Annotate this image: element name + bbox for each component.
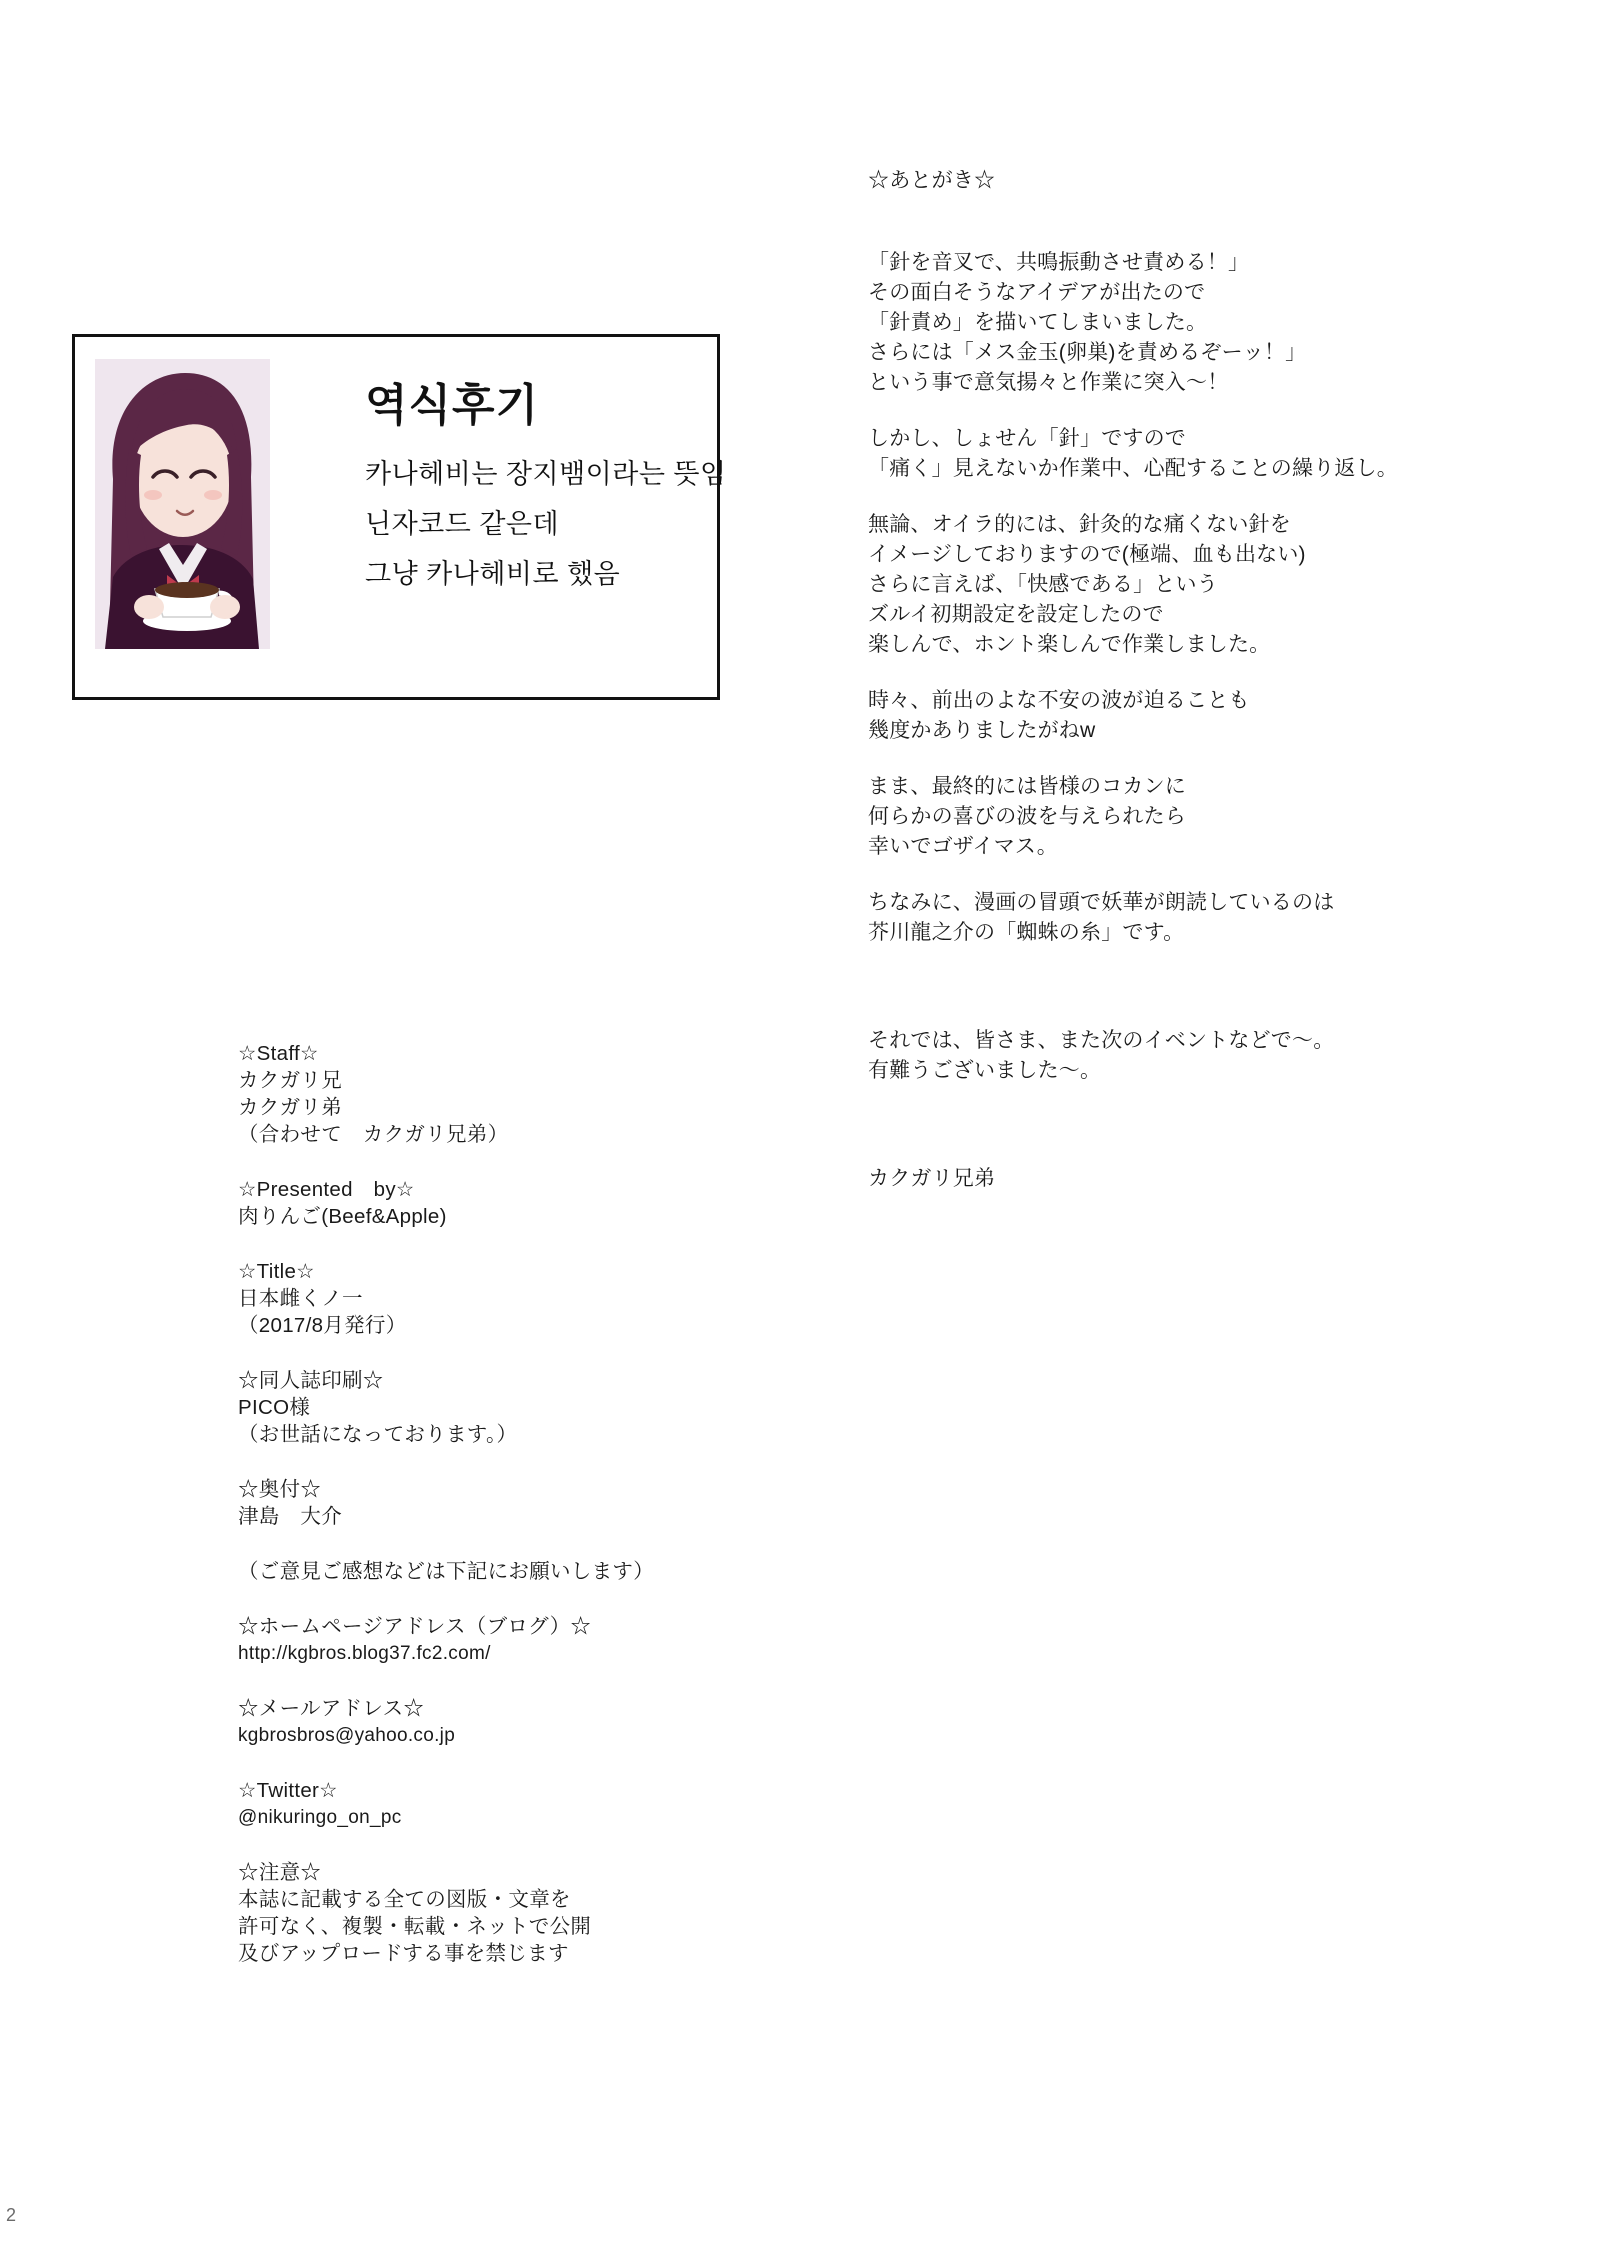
afterword-line: さらに言えば、「快感である」という [868, 573, 1218, 596]
colophon-presented-by-header: ☆Presented by☆ [238, 1178, 415, 1201]
girl-with-coffee-avatar [95, 359, 270, 649]
afterword-line: 芥川龍之介の「蜘蛛の糸」です。 [868, 921, 1185, 944]
homepage-url-link[interactable]: http://kgbros.blog37.fc2.com/ [238, 1643, 491, 1664]
afterword-line: それでは、皆さま、また次のイベントなどで〜。 [868, 1029, 1335, 1052]
colophon-printing-line: （お世話になっております。） [238, 1423, 518, 1446]
afterword-line: 「痛く」見えないか作業中、心配することの繰り返し。 [868, 457, 1398, 480]
afterword-signature-text: カクガリ兄弟 [868, 1167, 996, 1190]
colophon-imprint-line: 津島 大介 [238, 1505, 342, 1528]
colophon-title-line: 日本雌くノ一 [238, 1287, 363, 1310]
colophon-staff-header: ☆Staff☆ [238, 1042, 319, 1065]
colophon-mail-header: ☆メールアドレス☆ [238, 1697, 425, 1720]
afterword-header [868, 166, 1508, 196]
colophon-printing-header: ☆同人誌印刷☆ [238, 1369, 384, 1392]
twitter-handle-link[interactable]: @nikuringo_on_pc [238, 1807, 402, 1828]
afterword-spacer [868, 1000, 1508, 1026]
colophon-staff-line: カクガリ弟 [238, 1096, 342, 1119]
afterword-line: イメージしておりますので(極端、血も出ない) [868, 543, 1306, 566]
afterword-line: しかし、しょせん「針」ですので [868, 427, 1186, 450]
colophon-printing [238, 1367, 738, 1448]
colophon-staff [238, 1040, 738, 1148]
afterword-line: ズルイ初期設定を設定したので [868, 603, 1164, 626]
colophon-notice-line: 本誌に記載する全ての図版・文章を [238, 1888, 571, 1911]
afterword-spacer [868, 222, 1508, 248]
colophon-mail [238, 1695, 738, 1749]
colophon-contact-note [238, 1558, 738, 1585]
colophon-presented-by [238, 1176, 738, 1230]
afterword-line: その面白そうなアイデアが出たので [868, 281, 1206, 304]
afterword-line: 楽しんで、ホント楽しんで作業しました。 [868, 633, 1271, 656]
colophon-presented-by-line: 肉りんご(Beef&Apple) [238, 1205, 447, 1228]
email-address-link[interactable]: kgbrosbros@yahoo.co.jp [238, 1725, 456, 1746]
afterword-signature [868, 1164, 1508, 1194]
colophon-twitter [238, 1777, 738, 1831]
afterword-spacer [868, 1112, 1508, 1138]
colophon-notice-header: ☆注意☆ [238, 1861, 322, 1884]
afterword-line: 「針を音叉で、共鳴振動させ責める！」 [868, 251, 1250, 274]
afterword-paragraph [868, 686, 1508, 746]
afterword-line: 「針責め」を描いてしまいました。 [868, 311, 1208, 334]
afterword-line: ちなみに、漫画の冒頭で妖華が朗読しているのは [868, 891, 1335, 914]
afterword-line: 時々、前出のよな不安の波が迫ることも [868, 689, 1250, 712]
colophon-imprint [238, 1476, 738, 1530]
colophon-column [238, 1040, 738, 1995]
afterword-header-text: ☆あとがき☆ [868, 169, 996, 192]
afterword-paragraph [868, 772, 1508, 862]
colophon-printing-line: PICO様 [238, 1396, 311, 1419]
afterword-paragraph [868, 248, 1508, 398]
afterword-line: 何らかの喜びの波を与えられたら [868, 805, 1186, 828]
afterword-paragraph [868, 510, 1508, 660]
colophon-notice [238, 1859, 738, 1967]
translator-note-line: 그냥 카나헤비로 했음 [365, 559, 621, 589]
colophon-notice-line: 許可なく、複製・転載・ネットで公開 [238, 1915, 592, 1938]
afterword-paragraph [868, 424, 1508, 484]
colophon-title-header: ☆Title☆ [238, 1260, 315, 1283]
translator-note-title: 역식후기 [365, 381, 540, 430]
afterword-line: という事で意気揚々と作業に突入〜！ [868, 371, 1229, 394]
colophon-contact-note-text: （ご意見ご感想などは下記にお願いします） [238, 1560, 654, 1583]
colophon-title [238, 1258, 738, 1339]
translator-note-box [72, 334, 727, 700]
page-number: 2 [6, 2205, 17, 2225]
colophon-notice-line: 及びアップロードする事を禁じます [238, 1942, 569, 1965]
colophon-staff-line: カクガリ兄 [238, 1069, 342, 1092]
translator-note-line: 닌자코드 같은데 [365, 509, 560, 539]
colophon-twitter-header: ☆Twitter☆ [238, 1779, 338, 1802]
afterword-line: 無論、オイラ的には、針灸的な痛くない針を [868, 513, 1291, 536]
afterword-paragraph [868, 888, 1508, 948]
afterword-line: 有難うございました〜。 [868, 1059, 1102, 1082]
colophon-title-line: （2017/8月発行） [238, 1314, 407, 1337]
colophon-homepage-header: ☆ホームページアドレス（ブログ）☆ [238, 1615, 592, 1638]
colophon-homepage [238, 1613, 738, 1667]
translator-note-line: 카나헤비는 장지뱀이라는 뜻임 [365, 459, 727, 489]
colophon-staff-line: （合わせて カクガリ兄弟） [238, 1123, 509, 1146]
afterword-line: 幾度かありましたがねw [868, 719, 1096, 742]
afterword-paragraph [868, 1026, 1508, 1086]
colophon-imprint-header: ☆奥付☆ [238, 1478, 322, 1501]
afterword-column [868, 166, 1508, 1220]
afterword-line: さらには「メス金玉(卵巣)を責めるぞーッ！」 [868, 341, 1307, 364]
afterword-spacer [868, 974, 1508, 1000]
afterword-line: 幸いでゴザイマス。 [868, 835, 1058, 858]
afterword-line: まま、最終的には皆様のコカンに [868, 775, 1186, 798]
afterword-spacer [868, 1138, 1508, 1164]
